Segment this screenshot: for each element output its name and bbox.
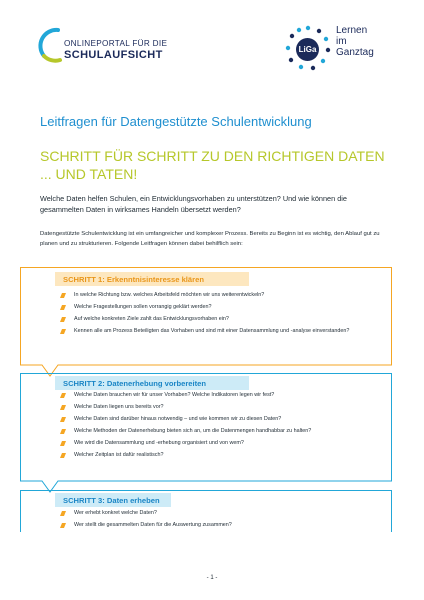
list-item — [60, 522, 390, 530]
list-item — [60, 428, 390, 436]
step-1-heading: SCHRITT 1: Erkenntnisinteresse klären — [55, 272, 249, 286]
slash-bullet-icon — [60, 405, 66, 410]
question-text: Welche Daten sind darüber hinaus notwendig – und wie kommen wir zu diesen Daten? — [74, 416, 282, 422]
question-text: Welche Daten brauchen wir für unser Vorhaben? Welche Indikatoren legen wir fest? — [74, 392, 275, 398]
page-title: Leitfragen für Datengestützte Schulentwicklung — [40, 114, 312, 129]
question-text: Welche Methoden der Datenerhebung bieten sich an, um die Datenmengen handhabbar zu halten? — [74, 428, 312, 434]
slash-bullet-icon — [60, 329, 66, 334]
question-text: Welche Daten liegen uns bereits vor? — [74, 404, 164, 410]
list-item — [60, 292, 390, 300]
headline-line-2: ... UND TATEN! — [40, 166, 138, 182]
step-3-heading: SCHRITT 3: Daten erheben — [55, 493, 171, 507]
step-1-questions — [60, 292, 390, 340]
question-text: Auf welche konkreten Ziele zahlt das Entwicklungsvorhaben ein? — [74, 316, 229, 322]
question-text: Wer erhebt konkret welche Daten? — [74, 510, 157, 516]
slash-bullet-icon — [60, 317, 66, 322]
slash-bullet-icon — [60, 305, 66, 310]
question-text: Wie wird die Datensammlung und -erhebung organisiert und von wem? — [74, 440, 244, 446]
slash-bullet-icon — [60, 523, 66, 528]
list-item — [60, 404, 390, 412]
liga-words — [336, 25, 374, 58]
question-text: Welche Fragestellungen sollen vorrangig geklärt werden? — [74, 304, 212, 310]
page-number: - 1 - — [206, 575, 218, 581]
question-text: In welche Richtung bzw. welches Arbeitsfeld möchten wir uns weiterentwickeln? — [74, 292, 265, 298]
question-text: Kennen alle am Prozess Beteiligten das Vorhaben und sind mit einer Datensammlung und -analyse einverstanden? — [74, 328, 350, 334]
list-item — [60, 510, 390, 518]
slash-bullet-icon — [60, 429, 66, 434]
list-item — [60, 416, 390, 424]
arc-logo-icon — [36, 26, 66, 66]
intro-text: Welche Daten helfen Schulen, ein Entwicklungsvorhaben zu unterstützen? Und wie können die gesammelten Daten in wirksames Handeln übersetzt werden? — [40, 194, 347, 214]
headline-line-1: SCHRITT FÜR SCHRITT ZU DEN RICHTIGEN DATEN — [40, 148, 385, 164]
list-item — [60, 452, 390, 460]
question-text: Welcher Zeitplan ist dafür realistisch? — [74, 452, 164, 458]
slash-bullet-icon — [60, 441, 66, 446]
liga-badge: LiGa — [296, 38, 319, 61]
step-2-heading: SCHRITT 2: Datenerhebung vorbereiten — [55, 376, 249, 390]
list-item — [60, 304, 390, 312]
step-2-questions — [60, 392, 390, 464]
slash-bullet-icon — [60, 417, 66, 422]
slash-bullet-icon — [60, 393, 66, 398]
slash-bullet-icon — [60, 511, 66, 516]
liga-logo — [282, 22, 392, 74]
liga-word-2: im — [336, 36, 347, 47]
list-item — [60, 316, 390, 324]
slash-bullet-icon — [60, 293, 66, 298]
slash-bullet-icon — [60, 453, 66, 458]
lead-text: Datengestützte Schulentwicklung ist ein umfangreicher und komplexer Prozess. Bereits zu Beginn ist es wichtig, den Ablauf gut zu planen und zu strukturieren. Folgende Leitfragen können dabei behilflich sein: — [40, 231, 380, 247]
liga-word-1: Lernen — [336, 25, 368, 36]
logo-left-line2: SCHULAUFSICHT — [64, 49, 163, 61]
list-item — [60, 392, 390, 400]
headline — [40, 147, 385, 183]
logo-left-line1: ONLINEPORTAL FÜR DIE — [64, 39, 168, 48]
schulaufsicht-logo — [36, 26, 166, 68]
liga-word-3: Ganztag — [336, 47, 374, 58]
question-text: Wer stellt die gesammelten Daten für die Auswertung zusammen? — [74, 522, 232, 528]
step-3-questions — [60, 510, 390, 534]
list-item — [60, 328, 390, 336]
list-item — [60, 440, 390, 448]
